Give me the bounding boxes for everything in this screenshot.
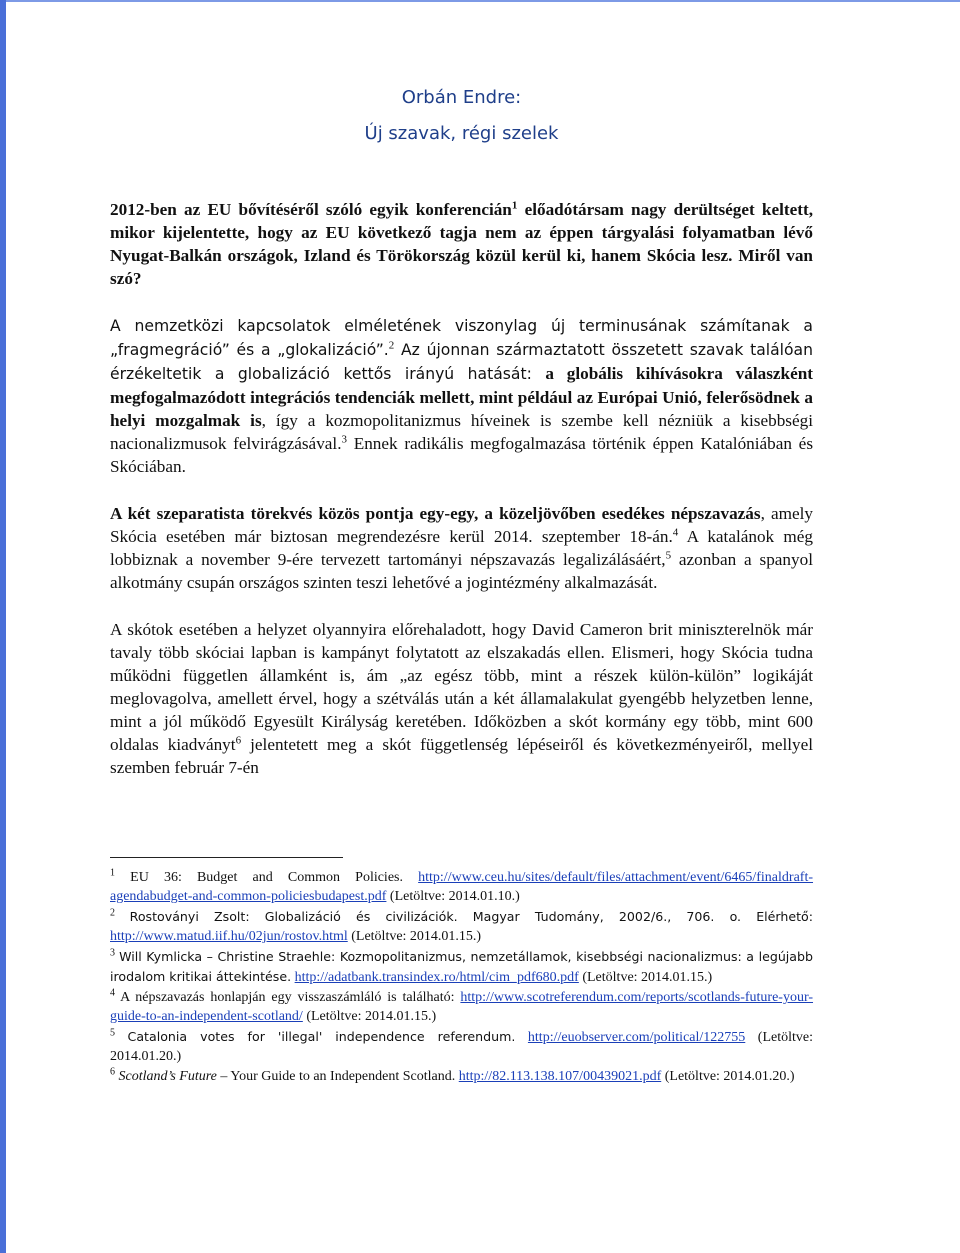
footnote-italic-title: Scotland’s Future (118, 1069, 217, 1084)
footnote-2 (110, 907, 813, 946)
footnote-number: 1 (110, 867, 115, 879)
footnote-link[interactable]: http://adatbank.transindex.ro/html/cim_pdf680.pdf (294, 970, 579, 985)
footnote-link[interactable]: http://www.scotreferendum.com/reports/scotlands-future-your-guide-to-an-independent-scotland/ (110, 990, 814, 1024)
referendum-text-bold: A két szeparatista törekvés közös pontja egy-egy, a közeljövőben esedékes népszavazás (110, 504, 761, 523)
footnote-ref-3[interactable]: 3 (341, 433, 347, 446)
footnote-ref-1[interactable]: 1 (511, 199, 518, 212)
globalization-text-a: A nemzetközi kapcsolatok elméletének viszonylag új terminusának számítanak a „fragmegráció” és a „glokalizáció”. (110, 317, 813, 359)
footnote-ref-4[interactable]: 4 (672, 526, 679, 539)
referendum-text-c: azonban a spanyol alkotmány csupán országos szinten teszi lehetővé a jogintézmény alkalmazását. (110, 550, 813, 592)
paragraph-intro (110, 198, 813, 290)
intro-text-rest: előadótársam nagy derültséget keltett, mikor kijelentette, hogy az EU következő tagja nem az éppen tárgyalási folyamatban lévő Nyugat-Balkán országok, Izland és Törökország közül kerül ki, hanem Skócia lesz. Miről van szó? (110, 200, 813, 288)
paragraph-scotland (110, 618, 813, 779)
footnote-3 (110, 947, 813, 987)
paragraph-globalization (110, 314, 813, 478)
footnote-link[interactable]: http://euobserver.com/political/122755 (527, 1030, 746, 1045)
referendum-text-a: , amely Skócia esetében már biztosan megrendezésre kerül 2014. szeptember 18-án. (110, 504, 814, 546)
footnote-retrieved: (Letöltve: 2014.01.20.) (661, 1069, 795, 1084)
footnote-link[interactable]: http://www.ceu.hu/sites/default/files/attachment/event/6465/finaldraft-agendabudget-and-common-policiesbudapest.pdf (110, 870, 814, 904)
globalization-text-b: Az újonnan származtatott összetett szavak találóan érzékeltetik a globalizáció kettős irányú hatását: (110, 341, 813, 383)
referendum-text-b: A katalánok még lobbiznak a november 9-ére tervezett tartományi népszavazás legalizálásáért, (110, 527, 813, 569)
footnote-ref-2[interactable]: 2 (388, 339, 395, 352)
footnote-number: 6 (110, 1066, 115, 1078)
footnote-number: 4 (110, 987, 115, 999)
footnote-ref-6[interactable]: 6 (235, 734, 242, 747)
title-block (110, 80, 813, 152)
globalization-text-d: Ennek radikális megfogalmazása történik éppen Katalóniában és Skóciában. (110, 434, 814, 476)
footnote-number: 3 (110, 947, 115, 959)
scotland-text-a: A skótok esetében a helyzet olyannyira előrehaladott, hogy David Cameron brit miniszterelnök már tavaly több skóciai lapban is kampányt folytatott az elszakadás ellen. Elismeri, hogy Skócia tudna működni független államként is, ám „az egész több, mint a részek külön-külön” logikáját meglovagolva, amellett érvel, hogy a szétválás után a két államalakulat gyengébb helyzetben lenne, mint a jól működő Egyesült Királyság keretében. Időközben a skót kormány egy több, mint 600 oldalas kiadványt (110, 620, 813, 754)
footnote-6 (110, 1067, 813, 1086)
footnote-retrieved: (Letöltve: 2014.01.10.) (386, 889, 520, 904)
footnote-text: Will Kymlicka – Christine Straehle: Kozmopolitanizmus, nemzetállamok, kisebbségi nacionalizmus: a legújabb irodalom kritikai áttekintése. (110, 949, 814, 984)
footnote-text: – Your Guide to an Independent Scotland. (216, 1069, 456, 1084)
intro-text: 2012-ben az EU bővítéséről szóló egyik konferencián (110, 200, 512, 219)
footnote-retrieved: (Letöltve: 2014.01.15.) (347, 929, 482, 944)
footnote-number: 2 (110, 907, 115, 919)
footnote-text: Rostoványi Zsolt: Globalizáció és civilizációk. Magyar Tudomány, 2002/6., 706. o. Elérhető: (129, 909, 813, 924)
document-page (110, 80, 813, 1087)
footnotes (110, 868, 813, 1086)
footnote-text: Catalonia votes for 'illegal' independence referendum. (127, 1029, 516, 1044)
page-frame-top (0, 0, 960, 2)
footnote-retrieved: (Letöltve: 2014.01.15.) (578, 970, 713, 985)
footnote-link[interactable]: http://www.matud.iif.hu/02jun/rostov.html (110, 929, 348, 944)
footnote-link[interactable]: http://82.113.138.107/00439021.pdf (458, 1069, 662, 1084)
footnote-text: EU 36: Budget and Common Policies. (130, 870, 403, 885)
footnote-text: A népszavazás honlapján egy visszaszámláló is található: (120, 990, 455, 1005)
footnote-4 (110, 988, 813, 1026)
globalization-text-c: , így a kozmopolitanizmus híveinek is szembe kell nézniük a kisebbségi nacionalizmusok felvirágzásával. (110, 411, 813, 453)
footnote-retrieved: (Letöltve: 2014.01.20.) (110, 1030, 814, 1064)
scotland-text-b: jelentetett meg a skót függetlenség lépéseiről és következményeiről, mellyel szemben február 7-én (110, 735, 814, 777)
globalization-text-bold: a globális kihívásokra válaszként megfogalmazódott integrációs tendenciák mellett, mint például az Európai Unió, felerősödnek a helyi mozgalmak is (110, 364, 813, 430)
author-name: Orbán Endre: (401, 87, 522, 108)
footnote-ref-5[interactable]: 5 (665, 549, 672, 562)
footnote-separator (110, 857, 343, 858)
footnote-5 (110, 1027, 813, 1066)
footnote-1 (110, 868, 813, 906)
article-title: Új szavak, régi szelek (364, 123, 559, 144)
footnote-number: 5 (110, 1027, 115, 1039)
paragraph-referendum (110, 502, 813, 594)
footnote-retrieved: (Letöltve: 2014.01.15.) (302, 1009, 437, 1024)
page-frame-left (0, 0, 6, 1253)
